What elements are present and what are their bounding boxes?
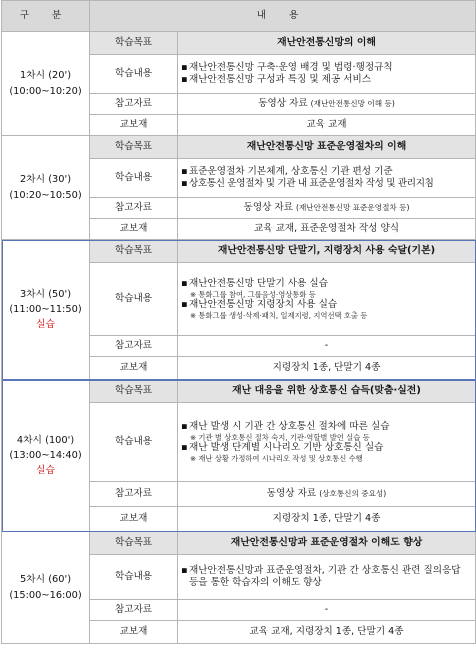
session-4-cell: [2, 380, 90, 532]
session-3-goal: 재난안전통신망 단말기, 지령장치 사용 숙달(기본): [178, 240, 476, 263]
session-2-ref: 동영상 자료 (재난안전통신망 표준운영절차 등): [178, 198, 476, 219]
session-3-mat: 지령장치 1종, 단말기 4종: [178, 357, 476, 380]
list-item: ▪재난 발생 단계별 시나리오 기반 상호통신 실습: [181, 442, 384, 453]
session-5-goal: 재난안전통신망과 표준운영절차 이해도 향상: [178, 532, 476, 555]
session-4-goal-label: 학습목표: [90, 380, 178, 403]
list-item: ▪ 재난안전통신망과 표준운영절차, 기관 간 상호통신 관련 질의응답 등을 통한 학습자의 이해도 향상: [181, 565, 461, 588]
session-2-cell: [2, 136, 90, 240]
list-item-note: ※ 통화그룹 참여, 그룹음성·영상통화 등: [190, 289, 316, 299]
session-5-goal-row: [2, 532, 476, 555]
session-2-content-label: 학습내용: [90, 159, 178, 198]
session-5-time: (15:00~16:00): [9, 589, 82, 601]
session-3-goal-label: 학습목표: [90, 240, 178, 263]
session-1-title: 1차시 (20'): [19, 70, 72, 82]
session-5-ref: -: [178, 600, 476, 621]
session-3-ref: -: [178, 336, 476, 357]
session-4-mat: 지령장치 1종, 단말기 4종: [178, 507, 476, 532]
session-2-mat: 교육 교재, 표준운영절차 작성 양식: [178, 219, 476, 240]
session-4-goal: 재난 대응을 위한 상호통신 습득(맞춤·실전): [178, 380, 476, 403]
session-1-content-label: 학습내용: [90, 55, 178, 94]
session-2-title: 2차시 (30'): [19, 174, 72, 186]
session-4-mat-label: 교보재: [90, 507, 178, 532]
list-item: ▪표준운영절차 기본체계, 상호통신 기관 편성 기준: [181, 166, 393, 178]
session-5-content: [178, 555, 476, 600]
session-3-ref-label: 참고자료: [90, 336, 178, 357]
session-5-content-label: 학습내용: [90, 555, 178, 600]
list-item: ▪재난안전통신망 구축·운영 배경 및 법령·행정규칙: [181, 62, 393, 74]
table-header-row: [2, 1, 476, 32]
session-3-practice-tag: 실습: [36, 319, 55, 331]
session-4-ref-label: 참고자료: [90, 482, 178, 507]
list-item: ▪재난안전통신망 지령장치 사용 실습: [181, 299, 338, 310]
session-5-title: 5차시 (60'): [19, 574, 72, 586]
session-5-mat: 교육 교재, 지령장치 1종, 단말기 4종: [178, 621, 476, 644]
session-2-goal-label: 학습목표: [90, 136, 178, 159]
curriculum-table: [1, 0, 476, 644]
session-3-content: [178, 263, 476, 336]
session-4-ref: 동영상 자료 (상호통신의 중요성): [178, 482, 476, 507]
session-3-content-label: 학습내용: [90, 263, 178, 336]
header-content: 내 용: [90, 1, 476, 32]
session-3-goal-row: [2, 240, 476, 263]
session-1-mat-label: 교보재: [90, 115, 178, 136]
session-2-ref-label: 참고자료: [90, 198, 178, 219]
session-2-goal: 재난안전통신망 표준운영절차의 이해: [178, 136, 476, 159]
session-5-mat-label: 교보재: [90, 621, 178, 644]
session-3-mat-label: 교보재: [90, 357, 178, 380]
session-1-goal: 재난안전통신망의 이해: [178, 32, 476, 55]
session-3-time: (11:00~11:50): [9, 303, 82, 315]
session-1-goal-row: [2, 32, 476, 55]
session-4-title: 4차시 (100'): [16, 434, 75, 446]
session-4-content: [178, 403, 476, 482]
session-1-goal-label: 학습목표: [90, 32, 178, 55]
session-4-practice-tag: 실습: [36, 465, 55, 477]
session-2-goal-row: [2, 136, 476, 159]
session-2-mat-label: 교보재: [90, 219, 178, 240]
list-item: ▪재난안전통신망 단말기 사용 실습: [181, 277, 328, 289]
list-item-note: ※ 기관 별 상호통신 절차 숙지, 기관·역할별 발언 실습 등: [190, 432, 370, 442]
session-2-time: (10:20~10:50): [9, 189, 82, 201]
list-item-note: ※ 통화그룹 생성·삭제·패치, 일제지령, 지역선택 호출 등: [190, 310, 368, 320]
list-item: ▪ 상호통신 운영절차 및 기관 내 표준운영절차 작성 및 관리지침: [181, 178, 434, 189]
session-5-goal-label: 학습목표: [90, 532, 178, 555]
list-item: ▪재난 발생 시 기관 간 상호통신 절차에 따른 실습: [181, 420, 390, 432]
session-4-time: (13:00~14:40): [9, 449, 82, 461]
session-1-mat: 교육 교재: [178, 115, 476, 136]
session-5-ref-label: 참고자료: [90, 600, 178, 621]
session-2-content: [178, 159, 476, 198]
list-item: ▪재난안전통신망 구성과 특징 및 제공 서비스: [181, 74, 372, 85]
session-5-cell: [2, 532, 90, 644]
list-item-note: ※ 재난 상황 가정하여 시나리오 작성 및 상호통신 수행: [190, 453, 363, 463]
session-3-cell: [2, 240, 90, 380]
session-1-ref-label: 참고자료: [90, 94, 178, 115]
header-category: 구 분: [2, 1, 90, 32]
session-1-content: [178, 55, 476, 94]
session-4-content-label: 학습내용: [90, 403, 178, 482]
session-1-time: (10:00~10:20): [9, 85, 82, 97]
session-1-cell: [2, 32, 90, 136]
session-3-title: 3차시 (50'): [19, 288, 72, 300]
session-4-goal-row: [2, 380, 476, 403]
session-1-ref: 동영상 자료 (재난안전통신망 이해 등): [178, 94, 476, 115]
